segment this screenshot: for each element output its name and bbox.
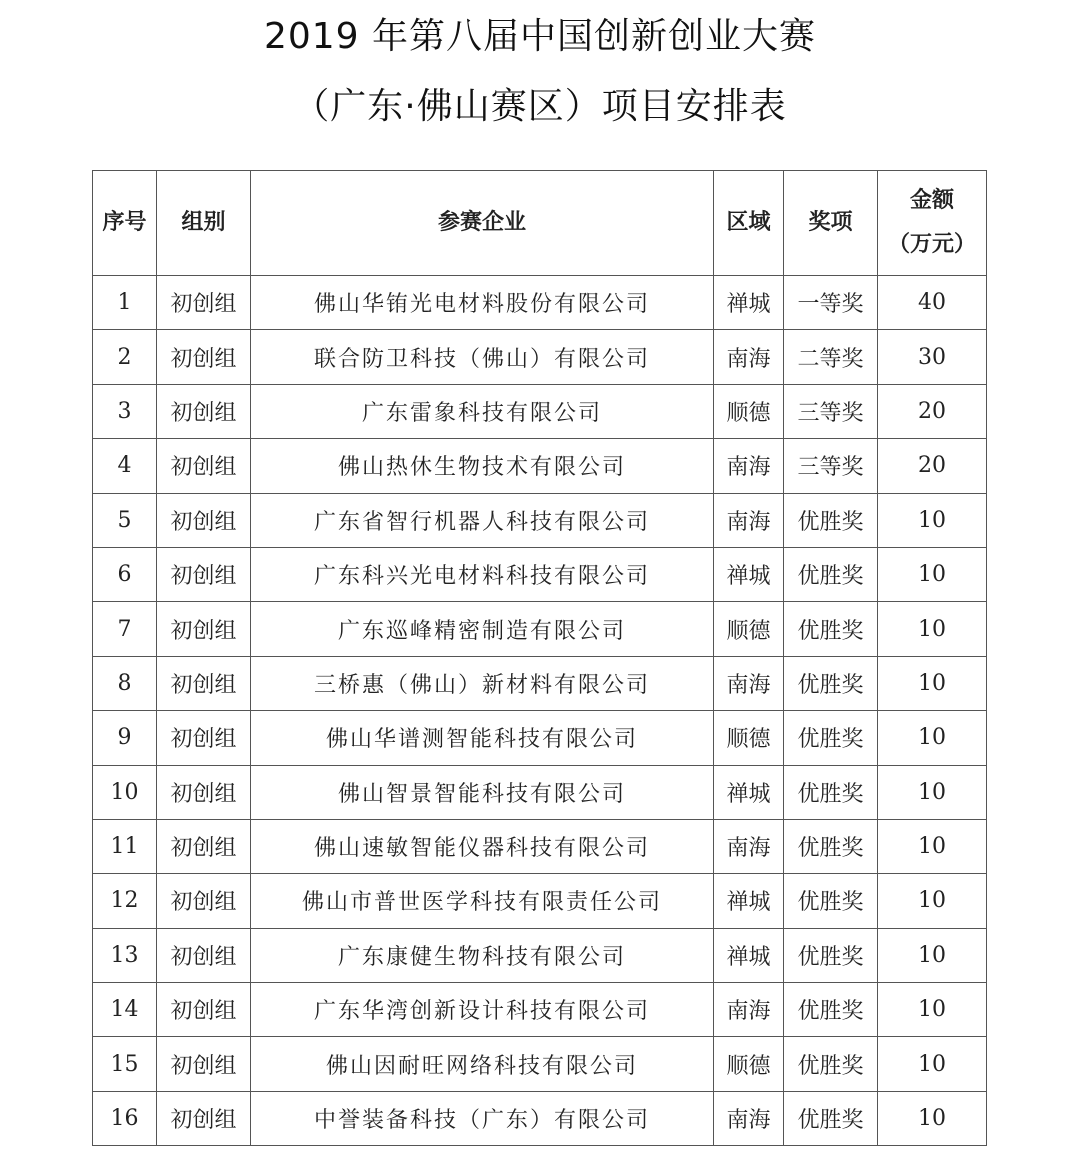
cell-amount: 10: [878, 547, 987, 601]
cell-award: 优胜奖: [784, 819, 878, 873]
cell-amount: 10: [878, 983, 987, 1037]
cell-company: 广东华湾创新设计科技有限公司: [251, 983, 714, 1037]
cell-region: 禅城: [714, 765, 784, 819]
cell-region: 南海: [714, 439, 784, 493]
cell-region: 南海: [714, 493, 784, 547]
cell-seq: 6: [93, 547, 157, 601]
cell-region: 禅城: [714, 547, 784, 601]
table-row: [93, 602, 987, 656]
cell-amount: 10: [878, 1037, 987, 1091]
table-header-row: [93, 171, 987, 276]
cell-amount: 10: [878, 711, 987, 765]
header-group: 组别: [157, 171, 251, 276]
cell-amount: 10: [878, 928, 987, 982]
table-row: [93, 928, 987, 982]
cell-group: 初创组: [157, 1091, 251, 1145]
cell-group: 初创组: [157, 765, 251, 819]
cell-region: 南海: [714, 983, 784, 1037]
header-amount-line2: （万元）: [887, 232, 976, 257]
cell-seq: 12: [93, 874, 157, 928]
cell-amount: 10: [878, 1091, 987, 1145]
table-row: [93, 874, 987, 928]
cell-award: 优胜奖: [784, 765, 878, 819]
header-seq: 序号: [93, 171, 157, 276]
document-title-line2: （广东·佛山赛区）项目安排表: [293, 86, 787, 127]
cell-group: 初创组: [157, 819, 251, 873]
header-company: 参赛企业: [251, 171, 714, 276]
cell-region: 顺德: [714, 384, 784, 438]
table-row: [93, 330, 987, 384]
cell-company: 广东雷象科技有限公司: [251, 384, 714, 438]
cell-group: 初创组: [157, 493, 251, 547]
cell-seq: 3: [93, 384, 157, 438]
cell-company: 广东巡峰精密制造有限公司: [251, 602, 714, 656]
table-row: [93, 656, 987, 710]
cell-award: 优胜奖: [784, 1037, 878, 1091]
cell-group: 初创组: [157, 330, 251, 384]
cell-seq: 7: [93, 602, 157, 656]
cell-amount: 20: [878, 439, 987, 493]
cell-group: 初创组: [157, 439, 251, 493]
cell-amount: 10: [878, 874, 987, 928]
cell-seq: 16: [93, 1091, 157, 1145]
cell-seq: 9: [93, 711, 157, 765]
cell-region: 南海: [714, 819, 784, 873]
cell-seq: 13: [93, 928, 157, 982]
cell-award: 优胜奖: [784, 602, 878, 656]
cell-region: 禅城: [714, 928, 784, 982]
table-row: [93, 276, 987, 330]
cell-group: 初创组: [157, 928, 251, 982]
cell-award: 优胜奖: [784, 711, 878, 765]
cell-region: 南海: [714, 330, 784, 384]
cell-region: 顺德: [714, 711, 784, 765]
table-body: [93, 276, 987, 1146]
cell-company: 佛山因耐旺网络科技有限公司: [251, 1037, 714, 1091]
cell-group: 初创组: [157, 656, 251, 710]
cell-award: 三等奖: [784, 384, 878, 438]
cell-award: 优胜奖: [784, 656, 878, 710]
header-award: 奖项: [784, 171, 878, 276]
cell-seq: 4: [93, 439, 157, 493]
cell-region: 顺德: [714, 1037, 784, 1091]
cell-amount: 10: [878, 493, 987, 547]
cell-award: 二等奖: [784, 330, 878, 384]
cell-company: 佛山智景智能科技有限公司: [251, 765, 714, 819]
project-table: [92, 170, 987, 1146]
cell-company: 中誉装备科技（广东）有限公司: [251, 1091, 714, 1145]
table-row: [93, 493, 987, 547]
cell-group: 初创组: [157, 874, 251, 928]
cell-amount: 20: [878, 384, 987, 438]
header-amount: [878, 171, 987, 276]
cell-seq: 5: [93, 493, 157, 547]
header-amount-line1: 金额: [909, 188, 954, 213]
cell-region: 禅城: [714, 276, 784, 330]
cell-seq: 10: [93, 765, 157, 819]
table-row: [93, 547, 987, 601]
table-row: [93, 819, 987, 873]
cell-company: 广东科兴光电材料科技有限公司: [251, 547, 714, 601]
cell-region: 南海: [714, 656, 784, 710]
cell-seq: 15: [93, 1037, 157, 1091]
cell-region: 南海: [714, 1091, 784, 1145]
cell-amount: 30: [878, 330, 987, 384]
cell-award: 优胜奖: [784, 1091, 878, 1145]
cell-group: 初创组: [157, 547, 251, 601]
table-row: [93, 983, 987, 1037]
cell-company: 佛山热休生物技术有限公司: [251, 439, 714, 493]
cell-amount: 10: [878, 819, 987, 873]
table-row: [93, 439, 987, 493]
cell-company: 佛山速敏智能仪器科技有限公司: [251, 819, 714, 873]
cell-amount: 10: [878, 602, 987, 656]
cell-group: 初创组: [157, 602, 251, 656]
cell-amount: 10: [878, 656, 987, 710]
cell-company: 佛山市普世医学科技有限责任公司: [251, 874, 714, 928]
cell-group: 初创组: [157, 983, 251, 1037]
cell-award: 一等奖: [784, 276, 878, 330]
cell-award: 优胜奖: [784, 547, 878, 601]
cell-seq: 1: [93, 276, 157, 330]
table-row: [93, 384, 987, 438]
document-title-line1: 2019 年第八届中国创新创业大赛: [263, 16, 817, 57]
cell-seq: 8: [93, 656, 157, 710]
cell-group: 初创组: [157, 276, 251, 330]
cell-award: 优胜奖: [784, 874, 878, 928]
cell-group: 初创组: [157, 384, 251, 438]
cell-company: 佛山华谱测智能科技有限公司: [251, 711, 714, 765]
cell-seq: 2: [93, 330, 157, 384]
cell-award: 优胜奖: [784, 493, 878, 547]
cell-company: 三桥惠（佛山）新材料有限公司: [251, 656, 714, 710]
table-row: [93, 711, 987, 765]
cell-company: 佛山华铕光电材料股份有限公司: [251, 276, 714, 330]
table-row: [93, 1091, 987, 1145]
cell-region: 禅城: [714, 874, 784, 928]
cell-group: 初创组: [157, 711, 251, 765]
cell-award: 优胜奖: [784, 983, 878, 1037]
header-region: 区域: [714, 171, 784, 276]
table-row: [93, 1037, 987, 1091]
cell-award: 三等奖: [784, 439, 878, 493]
cell-region: 顺德: [714, 602, 784, 656]
cell-seq: 11: [93, 819, 157, 873]
cell-company: 联合防卫科技（佛山）有限公司: [251, 330, 714, 384]
cell-company: 广东省智行机器人科技有限公司: [251, 493, 714, 547]
cell-amount: 10: [878, 765, 987, 819]
cell-group: 初创组: [157, 1037, 251, 1091]
cell-seq: 14: [93, 983, 157, 1037]
cell-company: 广东康健生物科技有限公司: [251, 928, 714, 982]
cell-award: 优胜奖: [784, 928, 878, 982]
cell-amount: 40: [878, 276, 987, 330]
table-row: [93, 765, 987, 819]
